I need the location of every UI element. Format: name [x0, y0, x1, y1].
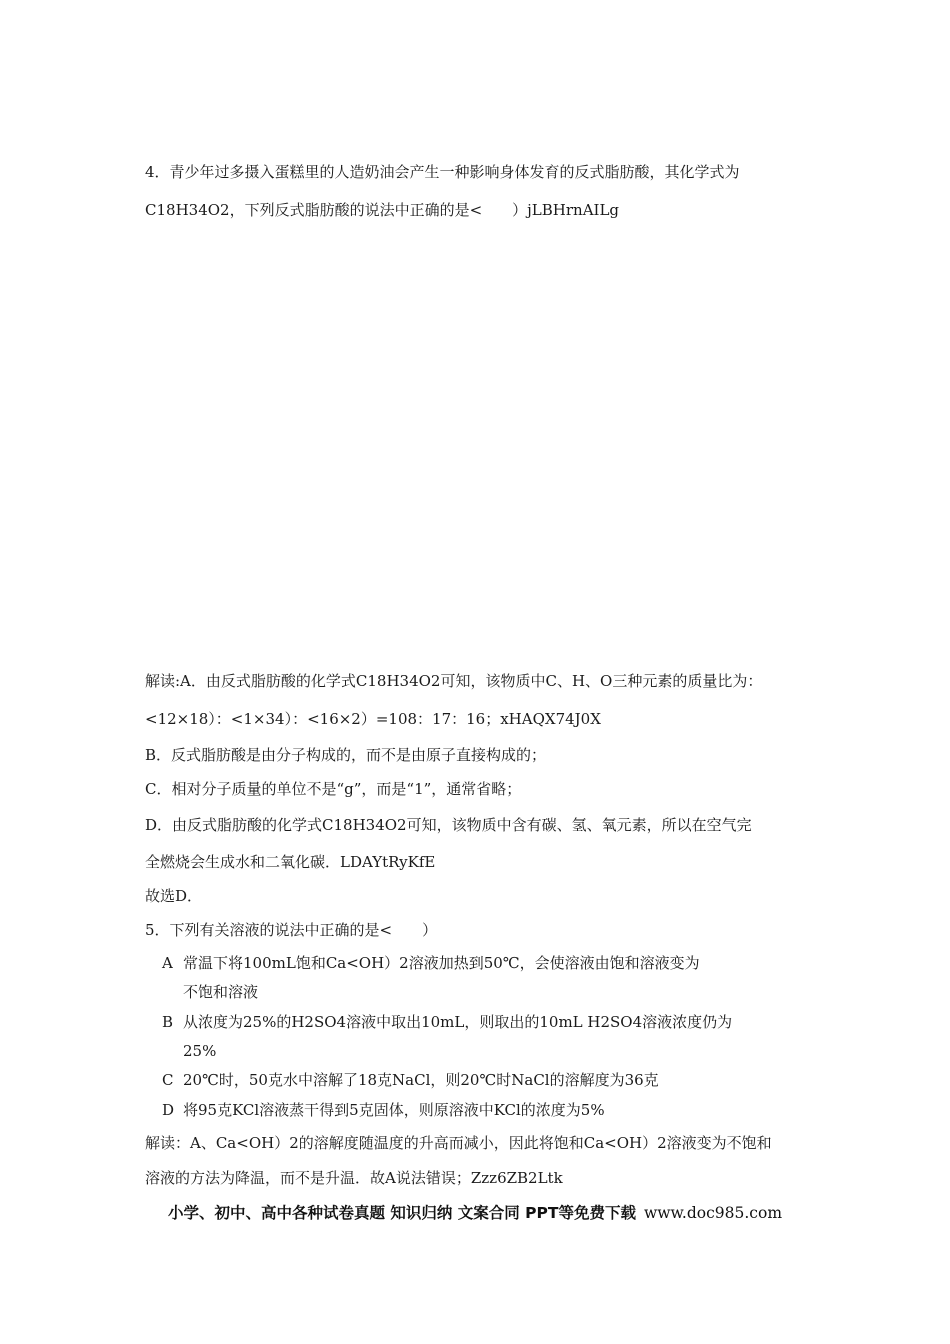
question-5-stem: 5．下列有关溶液的说法中正确的是< ） [145, 921, 438, 939]
answer-4-line-1: 解读:A．由反式脂肪酸的化学式C18H34O2可知，该物质中C、H、O三种元素的质量比为： [145, 672, 763, 690]
answer-4-b: B．反式脂肪酸是由分子构成的，而不是由原子直接构成的； [145, 746, 547, 764]
answer-4-c: C．相对分子质量的单位不是“g”，而是“1”，通常省略； [145, 780, 522, 798]
option-d-line-1: 将95克KCl溶液蒸干得到5克固体，则原溶液中KCl的浓度为5% [183, 1101, 605, 1119]
question-4-line-2: C18H34O2，下列反式脂肪酸的说法中正确的是< ）jLBHrnAILg [145, 201, 620, 219]
option-d-letter: D [162, 1101, 175, 1119]
answer-4-choice: 故选D． [145, 887, 203, 905]
footer-banner [0, 1201, 950, 1223]
answer-5-line-1: 解读：A、Ca<OH）2的溶解度随温度的升高而减小，因此将饱和Ca<OH）2溶液变为不饱和 [145, 1134, 772, 1152]
option-a-line-1: 常温下将100mL饱和Ca<OH）2溶液加热到50℃，会使溶液由饱和溶液变为 [183, 954, 700, 972]
option-b-letter: B [162, 1013, 174, 1031]
answer-4-line-2: <12×18）：<1×34）：<16×2）=108：17：16；xHAQX74J0X [145, 710, 601, 728]
option-b-line-2: 25% [183, 1042, 217, 1060]
answer-5-line-2: 溶液的方法为降温，而不是升温．故A说法错误；Zzz6ZB2Ltk [145, 1169, 563, 1187]
option-a-line-2: 不饱和溶液 [183, 983, 259, 1001]
option-c-line-1: 20℃时，50克水中溶解了18克NaCl，则20℃时NaCl的溶解度为36克 [183, 1071, 659, 1089]
option-a-letter: A [162, 954, 173, 972]
answer-4-d-line-2: 全燃烧会生成水和二氧化碳．LDAYtRyKfE [145, 853, 436, 871]
footer-site-link[interactable]: www.doc985.com [643, 1204, 783, 1222]
answer-4-d-line-1: D．由反式脂肪酸的化学式C18H34O2可知，该物质中含有碳、氢、氧元素，所以在空气完 [145, 816, 752, 834]
option-c-letter: C [162, 1071, 174, 1089]
question-4-line-1: 4．青少年过多摄入蛋糕里的人造奶油会产生一种影响身体发育的反式脂肪酸，其化学式为 [145, 163, 740, 181]
option-b-line-1: 从浓度为25%的H2SO4溶液中取出10mL，则取出的10mL H2SO4溶液浓度仍为 [183, 1013, 733, 1031]
footer-text: 小学、初中、高中各种试卷真题 知识归纳 文案合同 PPT等免费下载 [167, 1204, 636, 1222]
